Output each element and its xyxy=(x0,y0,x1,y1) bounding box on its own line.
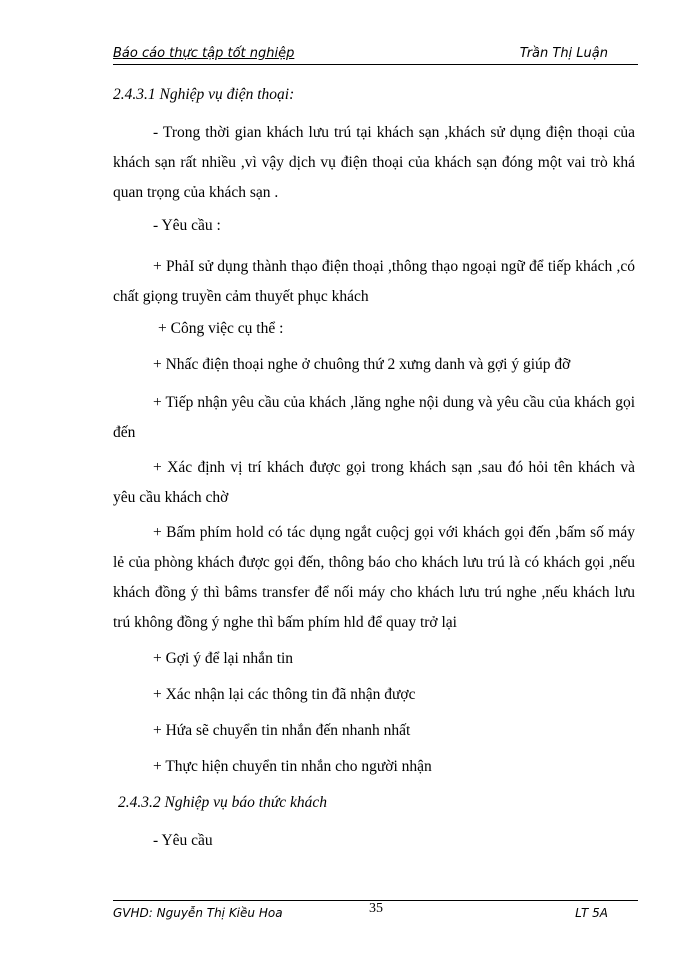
paragraph-confirm-info: + Xác nhận lại các thông tin đã nhận được xyxy=(153,686,416,703)
paragraph-intro: - Trong thời gian khách lưu trú tại khách sạn ,khách sử dụng điện thoại của khách sạn rất nhiều ,vì vậy dịch vụ điện thoại của khách sạn đóng một vai trò khá quan trọng của khách sạn . xyxy=(113,124,635,201)
section-heading-2-4-3-2: 2.4.3.2 Nghiệp vụ báo thức khách xyxy=(118,794,328,811)
author-name: Trần Thị Luận xyxy=(519,46,608,61)
paragraph-requirements-label: - Yêu cầu : xyxy=(153,217,221,234)
paragraph-deliver-message: + Thực hiện chuyển tin nhắn cho người nhận xyxy=(153,758,432,775)
page-header xyxy=(113,44,638,65)
paragraph-answer-phone: + Nhấc điện thoại nghe ở chuông thứ 2 xưng danh và gợi ý giúp đỡ xyxy=(153,356,571,373)
supervisor-name: GVHD: Nguyễn Thị Kiều Hoa xyxy=(113,906,283,920)
paragraph-locate-guest: + Xác định vị trí khách được gọi trong khách sạn ,sau đó hỏi tên khách và yêu cầu khách chờ xyxy=(113,459,635,506)
page-footer xyxy=(113,901,638,924)
page-number: 35 xyxy=(369,901,383,916)
paragraph-skill-requirement: + PhảI sử dụng thành thạo điện thoại ,thông thạo ngoại ngữ để tiếp khách ,có chất giọng truyền cảm thuyết phục khách xyxy=(113,258,635,305)
paragraph-hold-transfer: + Bấm phím hold có tác dụng ngắt cuộcj gọi với khách gọi đến ,bấm số máy lẻ của phòng khách được gọi đến, thông báo cho khách lưu trú là có khách gọi ,nếu khách đồng ý thì bâms transfer để nối máy cho khách lưu trú nghe ,nếu khách lưu trú không đồng ý nghe thì bấm phím hld để quay trở lại xyxy=(113,524,635,631)
paragraph-suggest-message: + Gợi ý để lại nhắn tin xyxy=(153,650,294,667)
paragraph-promise-delivery: + Hứa sẽ chuyển tin nhắn đến nhanh nhất xyxy=(153,722,411,739)
section-heading-2-4-3-1: 2.4.3.1 Nghiệp vụ điện thoại: xyxy=(113,86,295,103)
class-code: LT 5A xyxy=(575,906,608,920)
paragraph-receive-request: + Tiếp nhận yêu cầu của khách ,lăng nghe nội dung và yêu cầu của khách gọi đến xyxy=(113,394,635,441)
paragraph-requirements-label-2: - Yêu cầu xyxy=(153,832,213,849)
report-title: Báo cáo thực tập tốt nghiệp xyxy=(113,46,295,61)
paragraph-tasks-label: + Công việc cụ thể : xyxy=(158,320,284,337)
